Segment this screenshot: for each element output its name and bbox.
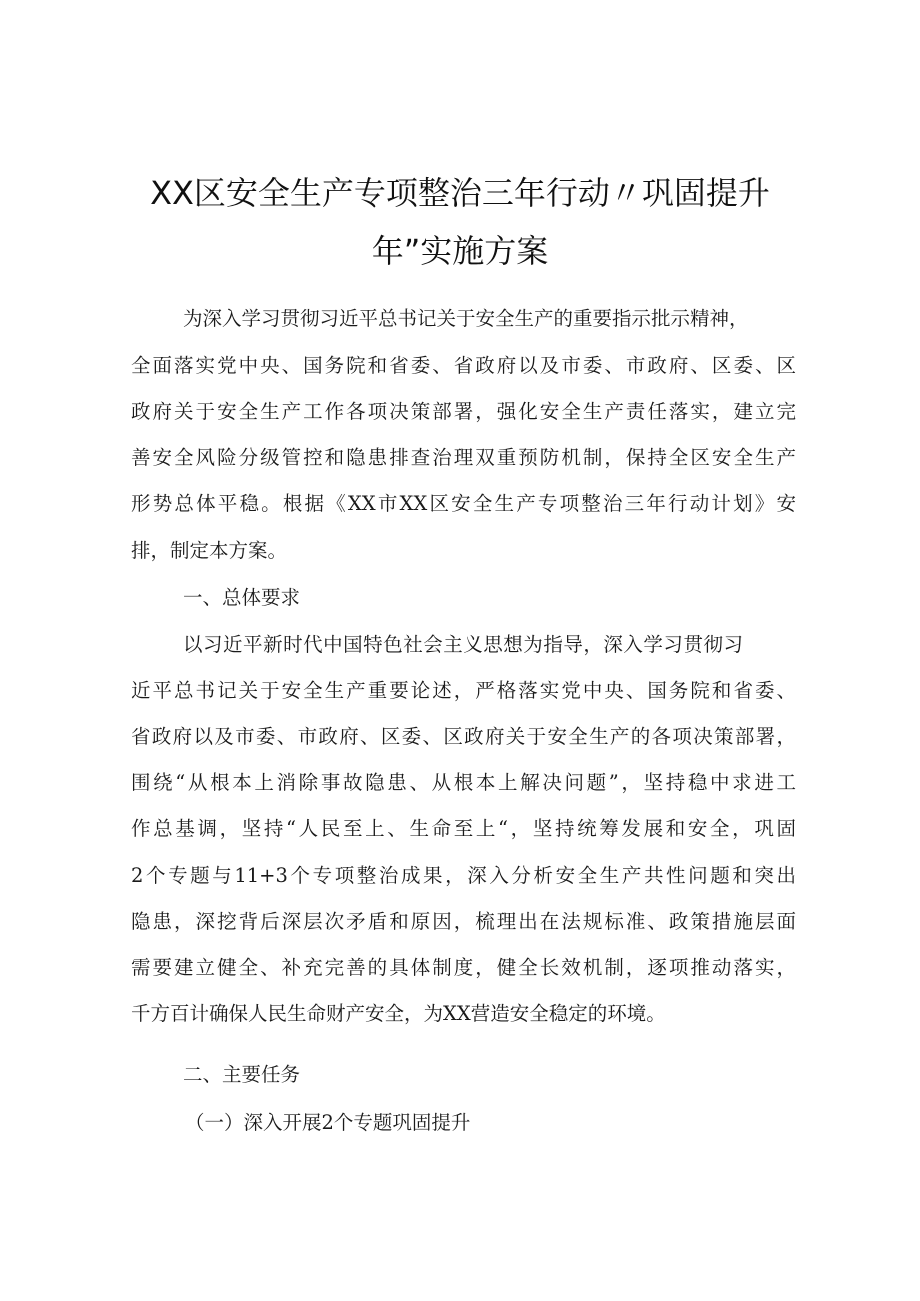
intro-paragraph-line: 形势总体平稳。根据《XX市XX区安全生产专项整治三年行动计划》安: [131, 492, 796, 515]
document-title-line-2: 年”实施方案: [371, 232, 549, 270]
intro-paragraph-line: 全面落实党中央、国务院和省委、省政府以及市委、市政府、区委、区: [131, 354, 796, 377]
section1-paragraph-line: 需要建立健全、补充完善的具体制度，健全长效机制，逐项推动落实，: [131, 956, 796, 979]
section-heading-general-requirements: 一、总体要求: [183, 586, 301, 609]
section1-paragraph-line: 近平总书记关于安全生产重要论述，严格落实党中央、国务院和省委、: [131, 679, 796, 702]
section1-paragraph-line: 以习近平新时代中国特色社会主义思想为指导，深入学习贯彻习: [183, 633, 743, 656]
intro-paragraph-line: 政府关于安全生产工作各项决策部署，强化安全生产责任落实，建立完: [131, 400, 796, 423]
section1-paragraph-line: 2个专题与11+3个专项整治成果，深入分析安全生产共性问题和突出: [131, 864, 796, 887]
section-heading-main-tasks: 二、主要任务: [183, 1063, 301, 1086]
subsection-heading-2-topics: （一）深入开展2个专题巩固提升: [185, 1111, 471, 1134]
intro-paragraph-line: 善安全风险分级管控和隐患排查治理双重预防机制，保持全区安全生产: [131, 446, 796, 469]
section1-paragraph-line: 作总基调，坚持“人民至上、生命至上“，坚持统筹发展和安全，巩固: [131, 817, 796, 840]
section1-paragraph-line: 省政府以及市委、市政府、区委、区政府关于安全生产的各项决策部署，: [131, 725, 796, 748]
section1-paragraph-line: 围绕“从根本上消除事故隐患、从根本上解决问题”，坚持稳中求进工: [131, 771, 796, 794]
section1-paragraph-line: 隐患，深挖背后深层次矛盾和原因，梳理出在法规标准、政策措施层面: [131, 910, 796, 933]
document-title-line-1: XX区安全生产专项整治三年行动〃巩固提升: [150, 174, 770, 212]
section1-paragraph-line: 千方百计确保人民生命财产安全，为XX营造安全稳定的环境。: [131, 1002, 666, 1025]
intro-paragraph-line: 为深入学习贯彻习近平总书记关于安全生产的重要指示批示精神，: [183, 307, 749, 330]
intro-paragraph-line: 排，制定本方案。: [131, 539, 288, 562]
